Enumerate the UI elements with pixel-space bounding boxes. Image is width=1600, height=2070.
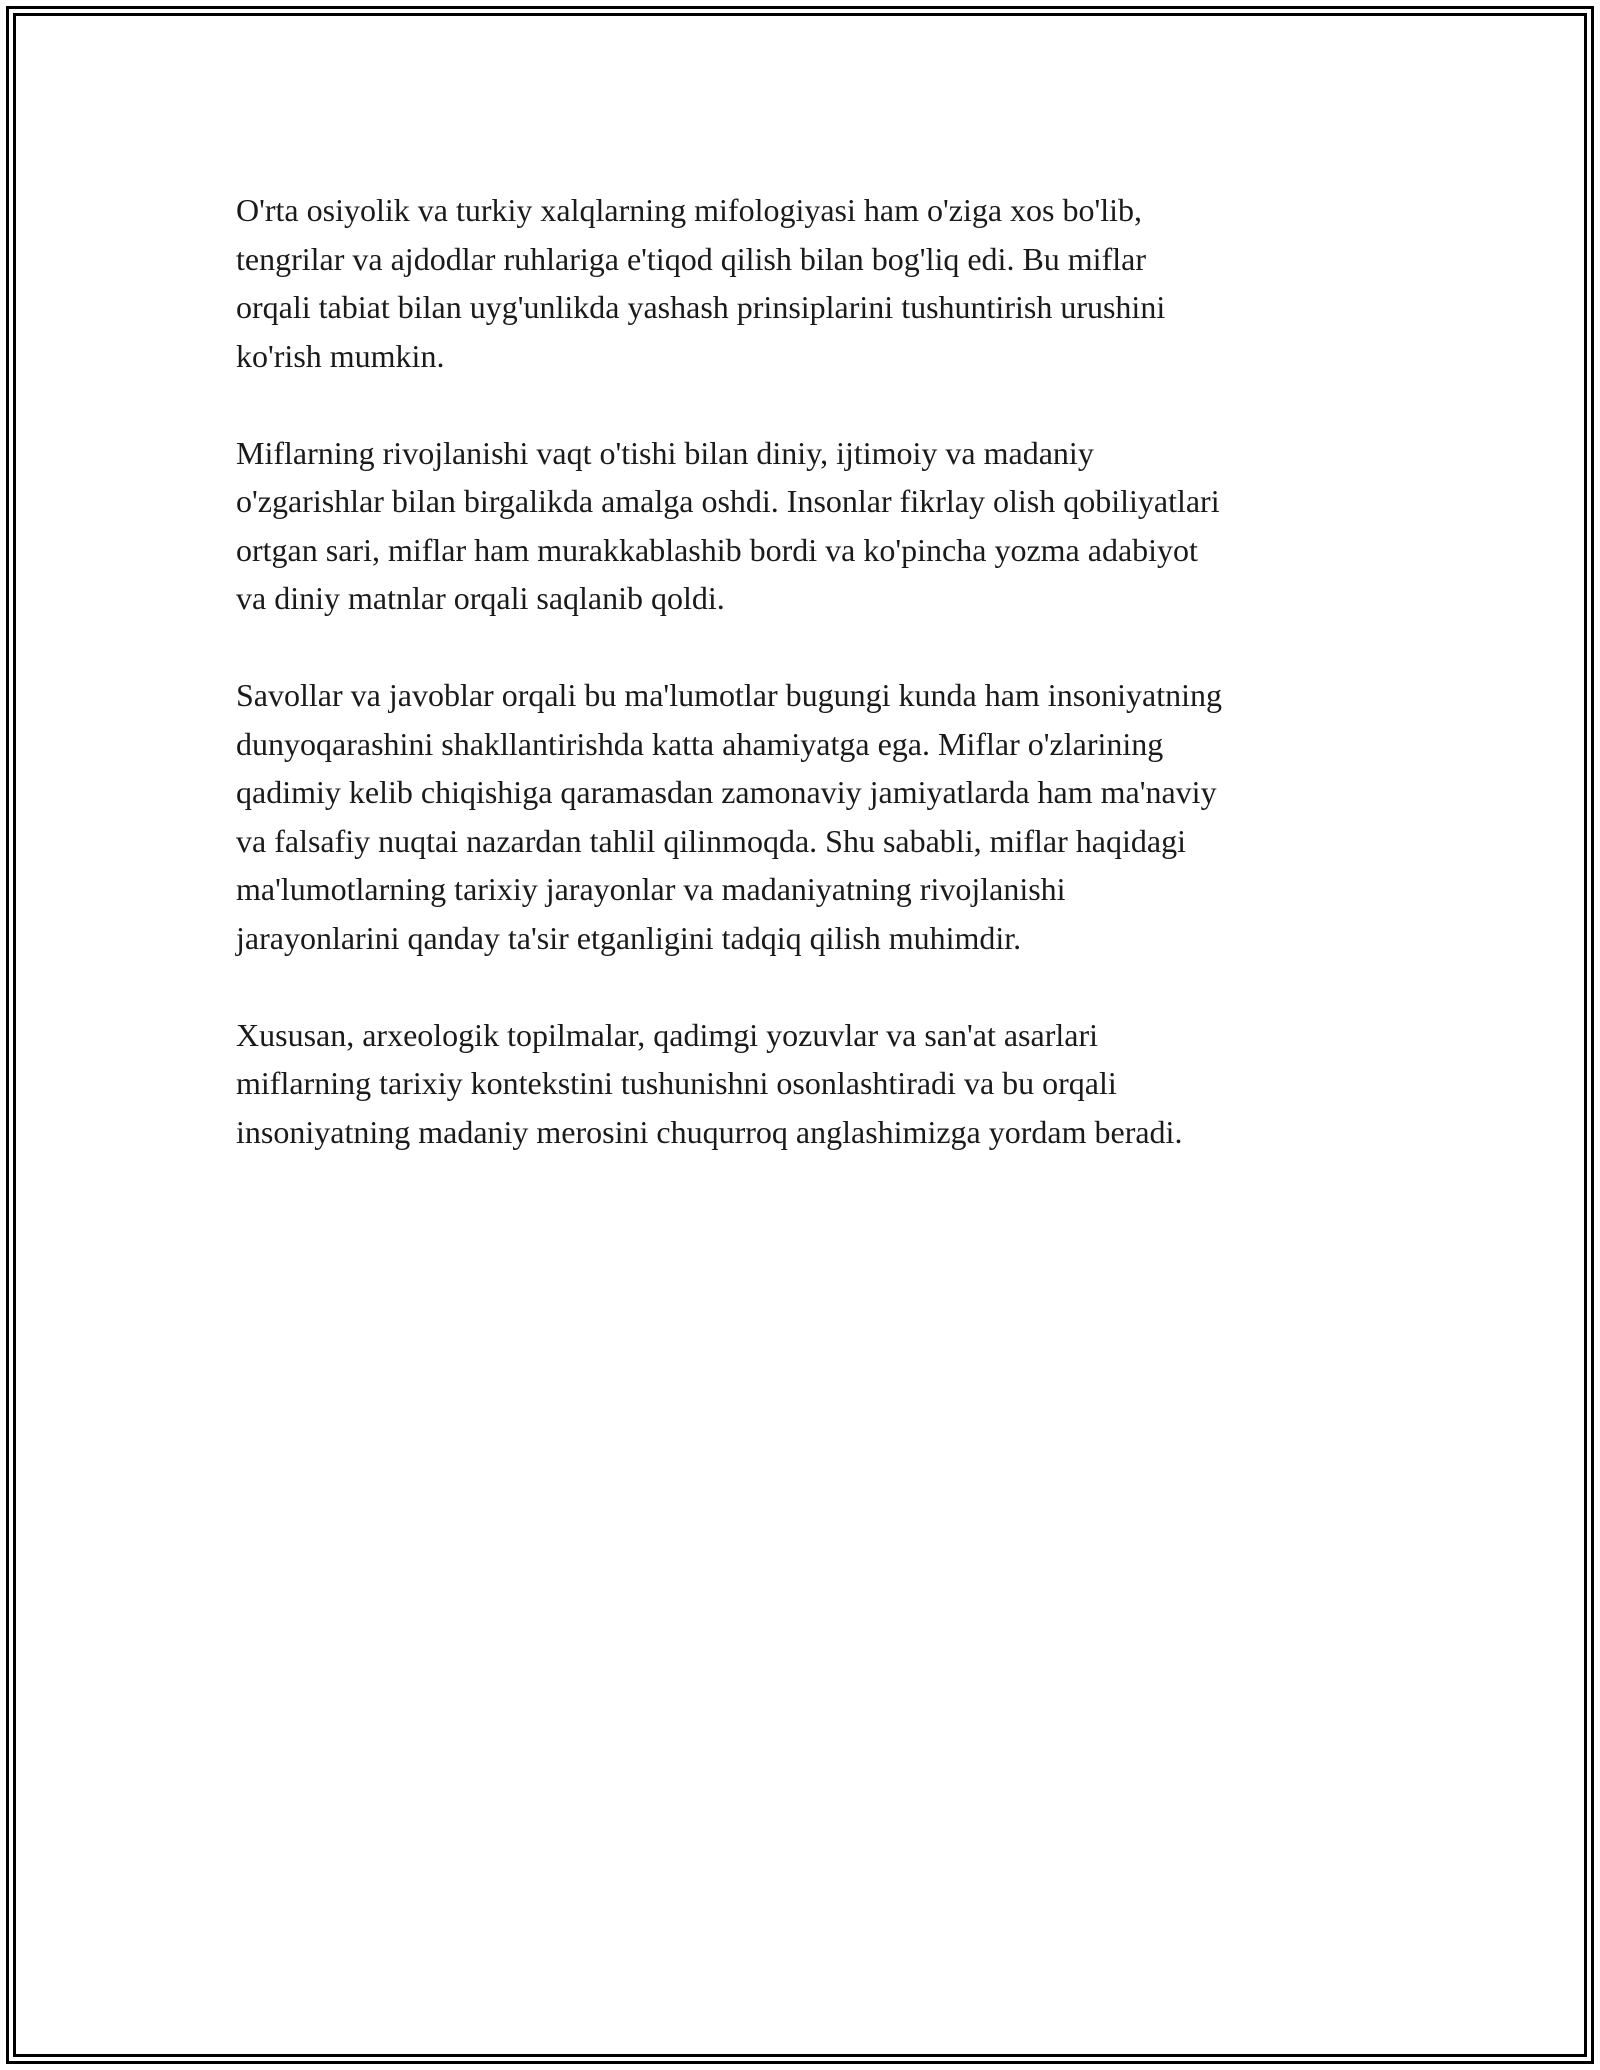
document-body (236, 186, 1376, 1205)
text-line: tengrilar va ajdodlar ruhlariga e'tiqod qilish bilan bog'liq edi. Bu miflar (236, 240, 1146, 277)
text-line: ortgan sari, miflar ham murakkablashib bordi va ko'pincha yozma adabiyot (236, 531, 1198, 568)
paragraph-4 (236, 1011, 1376, 1157)
text-line: va diniy matnlar orqali saqlanib qoldi. (236, 580, 725, 616)
paragraph-2 (236, 429, 1376, 623)
text-line: jarayonlarini qanday ta'sir etganligini tadqiq qilish muhimdir. (236, 919, 1022, 956)
text-line: orqali tabiat bilan uyg'unlikda yashash prinsiplarini tushuntirish urushini (236, 289, 1166, 325)
text-line: va falsafiy nuqtai nazardan tahlil qilinmoqda. Shu sababli, miflar haqidagi (236, 822, 1186, 859)
text-line: ko'rish mumkin. (236, 337, 445, 374)
text-line: miflarning tarixiy kontekstini tushunishni osonlashtiradi va bu orqali (236, 1065, 1117, 1101)
text-line: dunyoqarashini shakllantirishda katta ahamiyatga ega. Miflar o'zlarining (236, 725, 1164, 762)
text-line: insoniyatning madaniy merosini chuqurroq anglashimizga yordam beradi. (236, 1113, 1183, 1150)
text-line: qadimiy kelib chiqishiga qaramasdan zamonaviy jamiyatlarda ham ma'naviy (236, 774, 1217, 810)
paragraph-3 (236, 671, 1376, 962)
text-line: Xususan, arxeologik topilmalar, qadimgi yozuvlar va san'at asarlari (236, 1016, 1098, 1053)
text-line: Miflarning rivojlanishi vaqt o'tishi bilan diniy, ijtimoiy va madaniy (236, 434, 1094, 471)
text-line: ma'lumotlarning tarixiy jarayonlar va madaniyatning rivojlanishi (236, 871, 1066, 907)
text-line: Savollar va javoblar orqali bu ma'lumotlar bugungi kunda ham insoniyatning (236, 677, 1223, 713)
text-line: O'rta osiyolik va turkiy xalqlarning mifologiyasi ham o'ziga xos bo'lib, (236, 192, 1143, 228)
text-line: o'zgarishlar bilan birgalikda amalga oshdi. Insonlar fikrlay olish qobiliyatlari (236, 483, 1220, 519)
paragraph-1 (236, 186, 1376, 380)
